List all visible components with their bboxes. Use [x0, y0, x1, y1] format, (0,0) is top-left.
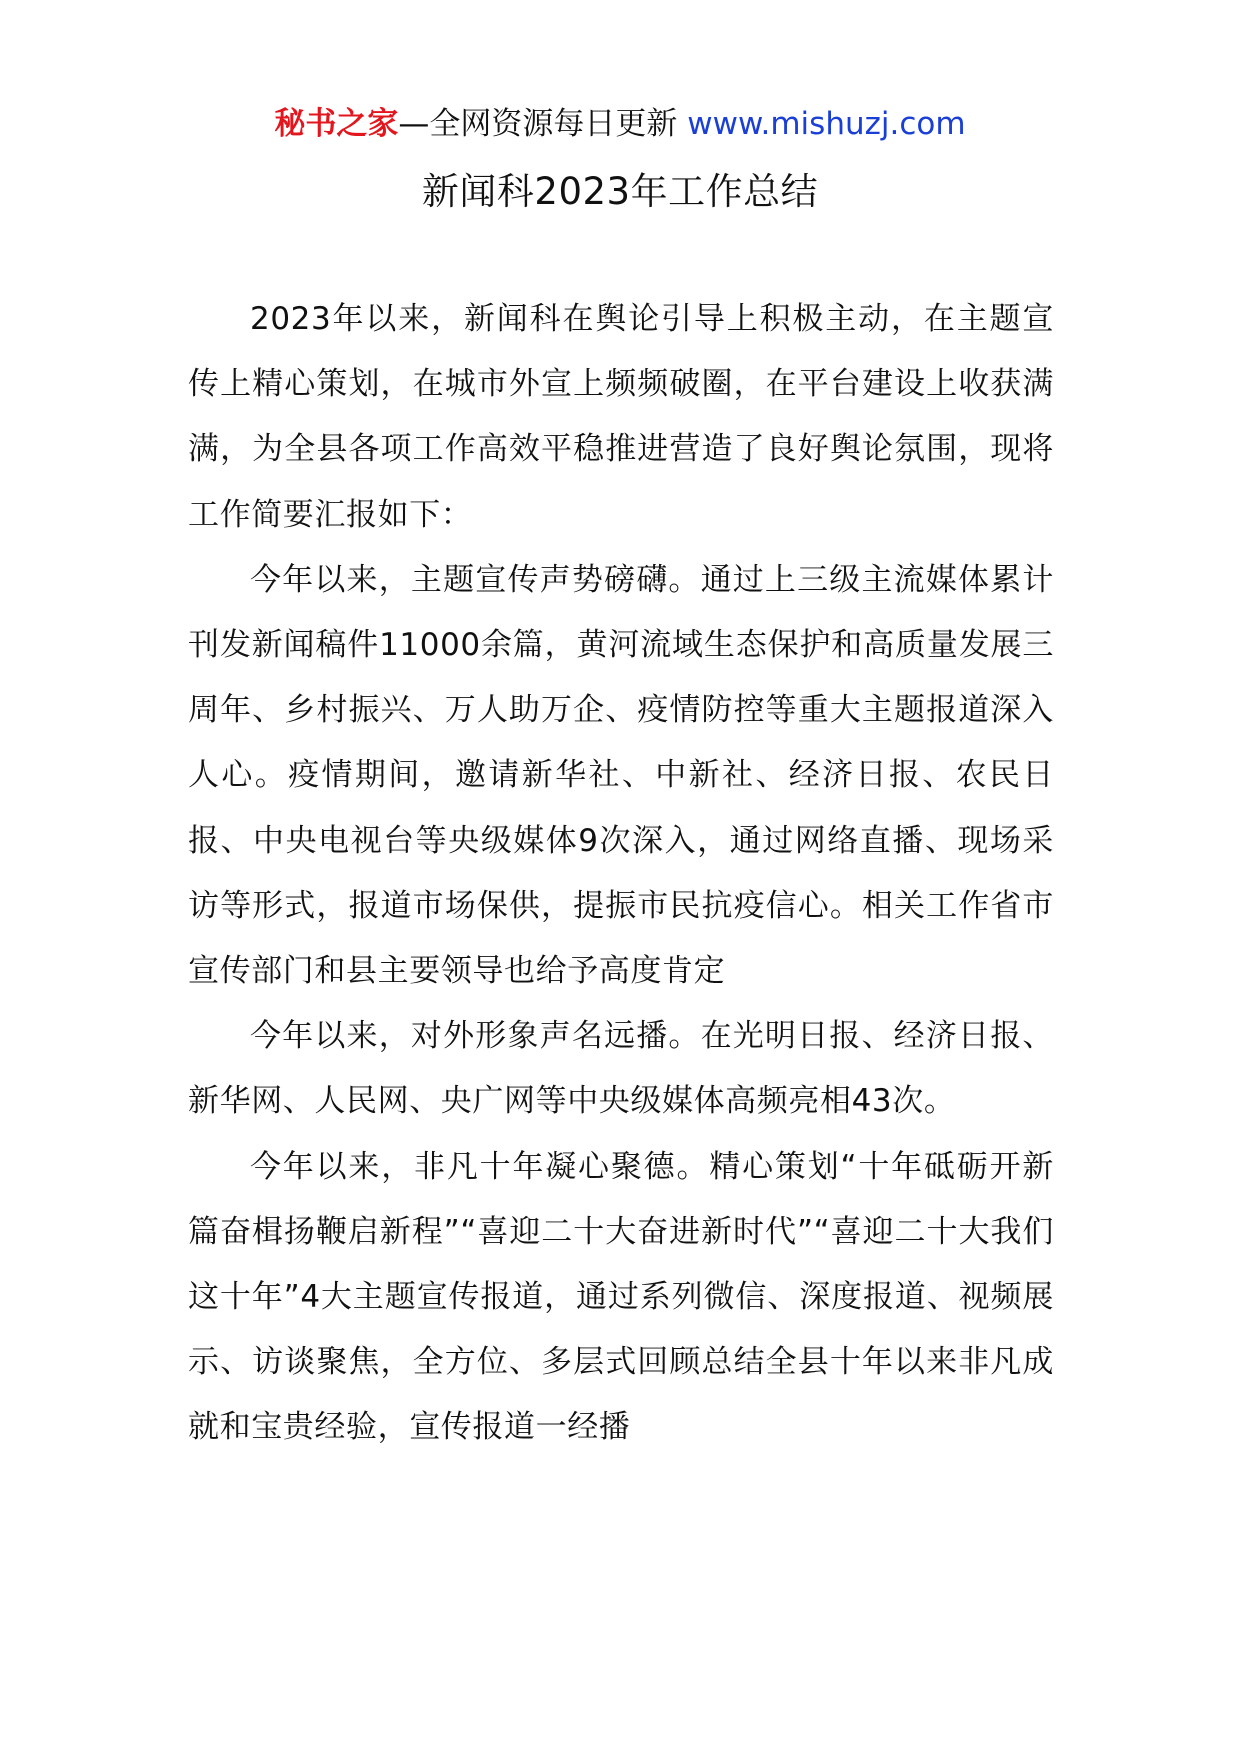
paragraph-external-image: 今年以来，对外形象声名远播。在光明日报、经济日报、新华网、人民网、央广网等中央级媒体高频亮相43次。 [188, 1018, 1054, 1120]
brand-name: 秘书之家 [274, 106, 399, 142]
paragraph-theme-publicity: 今年以来，主题宣传声势磅礴。通过上三级主流媒体累计刊发新闻稿件11000余篇，黄河流域生态保护和高质量发展三周年、乡村振兴、万人助万企、疫情防控等重大主题报道深入人心。疫情期间，邀请新华社、中新社、经济日报、农民日报、中央电视台等央级媒体9次深入，通过网络直播、现场采访等形式，报道市场保供，提振市民抗疫信心。相关工作省市宣传部门和县主要领导也给予高度肯定 [188, 561, 1054, 990]
paragraph-intro: 2023年以来，新闻科在舆论引导上积极主动，在主题宣传上精心策划，在城市外宣上频频破圈，在平台建设上收获满满，为全县各项工作高效平稳推进营造了良好舆论氛围，现将工作简要汇报如下： [188, 301, 1054, 533]
document-body [188, 287, 1054, 1461]
site-header [0, 102, 1240, 146]
paragraph-decade-achievements: 今年以来，非凡十年凝心聚德。精心策划“十年砥砺开新篇奋楫扬鞭启新程”“喜迎二十大奋进新时代”“喜迎二十大我们这十年”4大主题宣传报道，通过系列微信、深度报道、视频展示、访谈聚焦，全方位、多层式回顾总结全县十年以来非凡成就和宝贵经验，宣传报道一经播 [188, 1148, 1054, 1446]
header-tagline: —全网资源每日更新 [398, 106, 678, 142]
document-title: 新闻科2023年工作总结 [421, 170, 819, 213]
website-link[interactable]: www.mishuzj.com [687, 106, 966, 142]
